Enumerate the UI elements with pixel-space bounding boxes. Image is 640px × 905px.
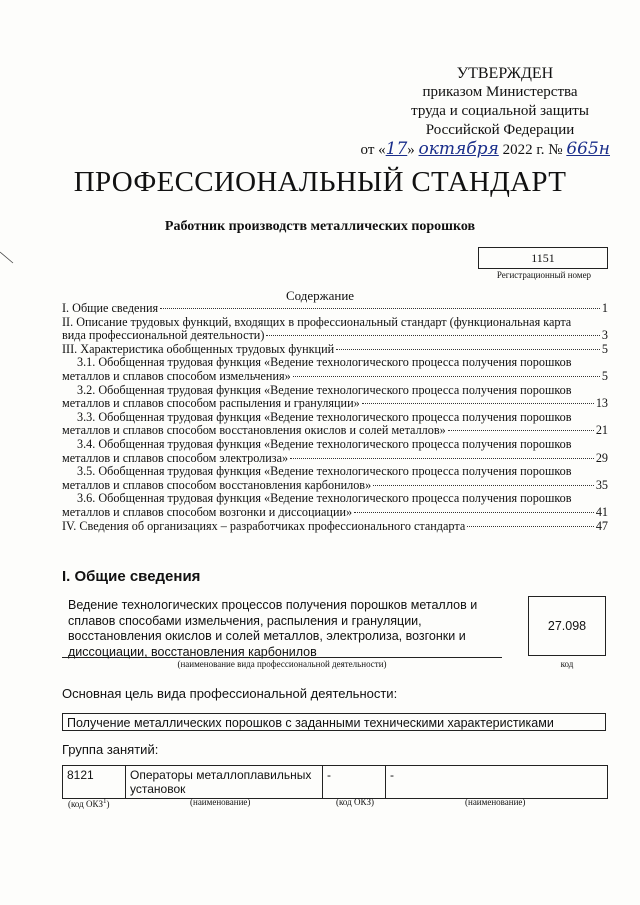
column-caption: (наименование): [465, 797, 526, 807]
column-caption: (код ОКЗ$^1$): [68, 797, 110, 809]
approval-line: Российской Федерации: [425, 122, 575, 138]
occupation-name-cell: -: [386, 766, 608, 799]
group-label: Группа занятий:: [62, 742, 159, 757]
handwritten-number: 665н: [566, 139, 610, 159]
activity-code-box: 27.098: [528, 596, 606, 656]
standard-name: Работник производств металлических порошков: [164, 219, 476, 234]
approval-line: приказом Министерства: [422, 84, 578, 100]
section-heading: I. Общие сведения: [62, 568, 201, 585]
table-row: [63, 766, 608, 799]
approval-title: УТВЕРЖДЕН: [456, 65, 554, 82]
toc-item[interactable]: 3.1. Обобщенная трудовая функция «Ведение технологического процесса получения порошков металлов и сплавов способом измельчения» 5: [62, 355, 608, 383]
registration-number-label: Регистрационный номер: [496, 270, 592, 280]
code-caption: код: [560, 659, 574, 669]
column-caption: (наименование): [190, 797, 251, 807]
occupation-name-cell: Операторы металлоплавильных установок: [126, 766, 323, 799]
toc-item[interactable]: 3.6. Обобщенная трудовая функция «Ведение технологического процесса получения порошков металлов и сплавов способом возгонки и диссоциации» 41: [62, 491, 608, 519]
occupation-group-table: [62, 765, 608, 799]
column-caption: (код ОКЗ): [336, 797, 374, 807]
margin-mark-icon: [0, 250, 14, 264]
okz-code-cell: -: [323, 766, 386, 799]
approval-block: [360, 64, 610, 160]
activity-name: Ведение технологических процессов получения порошков металлов и сплавов способами измельчения, распыления и грануляции, восстановления окислов и солей металлов, электролиза, возгонки и диссоциации, восстановления карбонилов: [68, 598, 478, 659]
toc-item[interactable]: 3.4. Обобщенная трудовая функция «Ведение технологического процесса получения порошков металлов и сплавов способом электролиза» 29: [62, 436, 608, 465]
goal-box: Получение металлических порошков с заданными техническими характеристиками: [62, 713, 606, 731]
toc-item[interactable]: III. Характеристика обобщенных трудовых функций 5: [62, 341, 608, 356]
toc-item[interactable]: I. Общие сведения 1: [62, 301, 608, 315]
toc-item[interactable]: 3.5. Обобщенная трудовая функция «Ведение технологического процесса получения порошков металлов и сплавов способом восстановления карбонилов» 35: [62, 464, 608, 492]
table-of-contents: [62, 302, 608, 533]
toc-item[interactable]: 3.3. Обобщенная трудовая функция «Ведение технологического процесса получения порошков металлов и сплавов способом восстановления окислов и солей металлов» 21: [62, 409, 608, 438]
toc-item[interactable]: IV. Сведения об организациях – разработчиках профессионального стандарта 47: [62, 518, 608, 533]
registration-number-box: 1151: [478, 247, 608, 269]
handwritten-day: 17: [385, 139, 408, 159]
divider: [62, 657, 502, 658]
approval-line: труда и социальной защиты: [411, 103, 589, 119]
okz-code-cell: 8121: [63, 766, 126, 799]
goal-label: Основная цель вида профессиональной деятельности:: [62, 686, 398, 701]
handwritten-month: октября: [418, 139, 499, 159]
document-title: ПРОФЕССИОНАЛЬНЫЙ СТАНДАРТ: [73, 166, 567, 198]
toc-item[interactable]: 3.2. Обобщенная трудовая функция «Ведение технологического процесса получения порошков металлов и сплавов способом распыления и грануляции» 13: [62, 382, 608, 411]
approval-date: от «17» октября 2022 г. № 665н: [360, 139, 610, 159]
toc-heading: Содержание: [285, 288, 355, 303]
toc-item[interactable]: II. Описание трудовых функций, входящих в профессиональный стандарт (функциональная карта вида профессиональной деятельности) 3: [62, 314, 608, 343]
activity-caption: (наименование вида профессиональной деятельности): [177, 659, 387, 669]
